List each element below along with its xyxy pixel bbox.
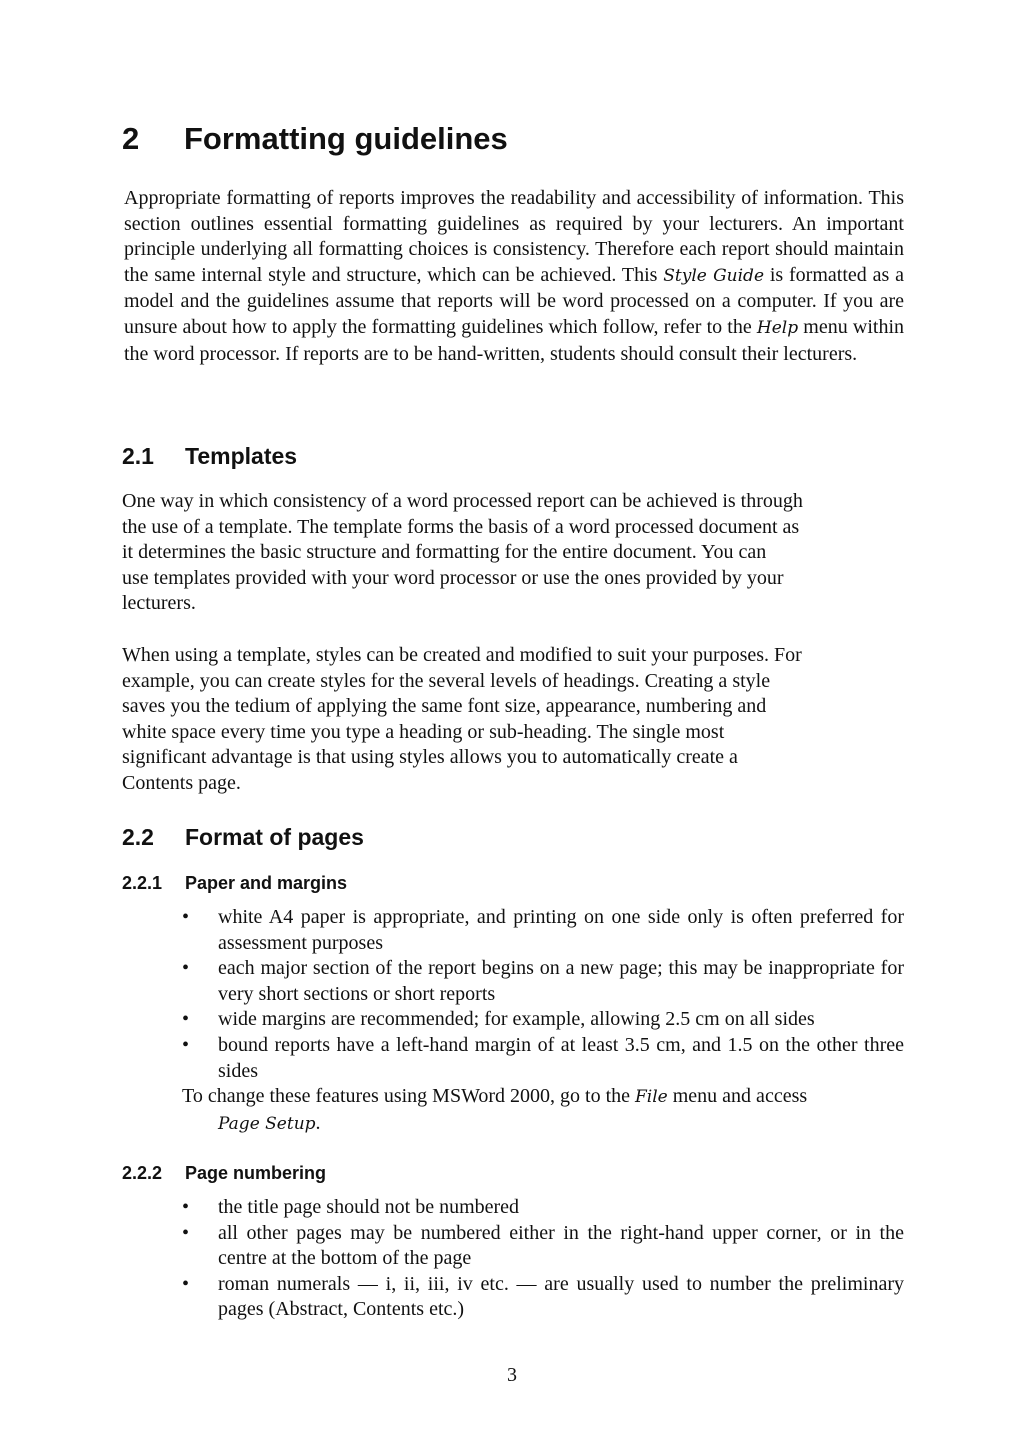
bullet-icon: • — [182, 1196, 190, 1218]
text-line: Contents page. — [122, 771, 241, 794]
instruction-second-line — [182, 1111, 904, 1138]
instruction-text-2: menu and access — [667, 1085, 808, 1107]
page-setup-instruction — [182, 1084, 904, 1137]
intro-paragraph — [124, 186, 904, 367]
text-line: When using a template, styles can be created and modified to suit your purposes. For — [122, 644, 802, 666]
subsection-title: Format of pages — [185, 824, 364, 850]
text-line: it determines the basic structure and formatting for the entire document. You can — [122, 541, 767, 564]
list-item-text: all other pages may be numbered either in the right-hand upper corner, or in the centre at the bottom of the page — [218, 1221, 904, 1270]
subsubsection-number: 2.2.1 — [122, 873, 163, 893]
list-item-text: the title page should not be numbered — [218, 1196, 520, 1218]
subsubsection-heading-page-numbering — [122, 1162, 326, 1184]
text-line: saves you the tedium of applying the same font size, appearance, numbering and — [122, 695, 767, 718]
page-numbering-list — [182, 1195, 904, 1323]
list-item — [182, 1195, 904, 1221]
templates-paragraph-1 — [122, 489, 907, 617]
subsection-title: Templates — [185, 443, 298, 469]
page-number: 3 — [507, 1364, 517, 1386]
subsection-heading-format-pages — [122, 823, 364, 851]
list-item — [182, 1033, 904, 1084]
subsection-number: 2.1 — [122, 443, 154, 469]
intro-text-2: is formatted as a model and the guidelines assume that reports will be word processed on a computer. If you are unsure about how to apply the formatting guidelines which follow, refer to the — [124, 263, 904, 338]
intro-text-1: Appropriate formatting of reports improves the readability and accessibility of information. This section outlines essential formatting guidelines as required by your lecturers. An important principle underlying all formatting choices is consistency. Therefore each report should maintain the same internal style and structure, which can be achieved. This — [124, 187, 904, 286]
instruction-text-1: To change these features using MSWord 2000, go to the — [182, 1085, 636, 1107]
help-menu-term: Help — [756, 317, 799, 338]
bullet-icon: • — [182, 957, 190, 980]
subsubsection-title: Paper and margins — [185, 873, 348, 893]
bullet-icon: • — [182, 1008, 190, 1031]
style-guide-term: Style Guide — [663, 265, 764, 286]
list-item — [182, 1007, 904, 1033]
list-item-text: white A4 paper is appropriate, and printing on one side only is often preferred for assessment purposes — [218, 906, 904, 954]
paper-margins-list — [182, 905, 904, 1084]
bullet-icon: • — [182, 1221, 190, 1244]
bullet-icon: • — [182, 1033, 190, 1056]
section-number: 2 — [122, 121, 140, 156]
bullet-icon: • — [182, 906, 190, 928]
section-heading — [122, 120, 508, 158]
file-menu-term: File — [635, 1087, 668, 1107]
text-line: the use of a template. The template forms the basis of a word processed document as — [122, 515, 800, 538]
list-item-text: each major section of the report begins on a new page; this may be inappropriate for very short sections or short reports — [218, 957, 904, 1005]
subsection-heading-templates — [122, 442, 297, 470]
list-item — [182, 956, 904, 1007]
section-title: Formatting guidelines — [184, 121, 508, 156]
list-item-text: roman numerals — i, ii, iii, iv etc. — are usually used to number the preliminary pages (Abstract, Contents etc.) — [218, 1272, 904, 1321]
subsubsection-number: 2.2.2 — [122, 1163, 163, 1183]
list-item — [182, 1221, 904, 1272]
subsubsection-title: Page numbering — [185, 1163, 327, 1183]
text-line: use templates provided with your word processor or use the ones provided by your — [122, 566, 784, 589]
templates-paragraph-2 — [122, 643, 907, 797]
list-item-text: bound reports have a left-hand margin of at least 3.5 cm, and 1.5 on the other three sides — [218, 1033, 904, 1082]
text-line: example, you can create styles for the several levels of headings. Creating a style — [122, 669, 771, 692]
page-setup-term: Page Setup — [218, 1113, 316, 1134]
instruction-text-3: . — [315, 1111, 321, 1134]
text-line: lecturers. — [122, 592, 196, 615]
subsubsection-heading-paper-margins — [122, 872, 347, 894]
text-line: significant advantage is that using styles allows you to automatically create a — [122, 746, 738, 769]
text-line: white space every time you type a heading or sub-heading. The single most — [122, 720, 725, 743]
intro-text-3: menu within the word processor. If reports are to be hand-written, students should consult their lecturers. — [124, 315, 904, 365]
subsection-number: 2.2 — [122, 824, 154, 850]
list-item — [182, 1272, 904, 1323]
text-line: One way in which consistency of a word processed report can be achieved is through — [122, 490, 803, 512]
list-item-text: wide margins are recommended; for example, allowing 2.5 cm on all sides — [218, 1008, 815, 1031]
list-item — [182, 905, 904, 956]
bullet-icon: • — [182, 1272, 190, 1295]
